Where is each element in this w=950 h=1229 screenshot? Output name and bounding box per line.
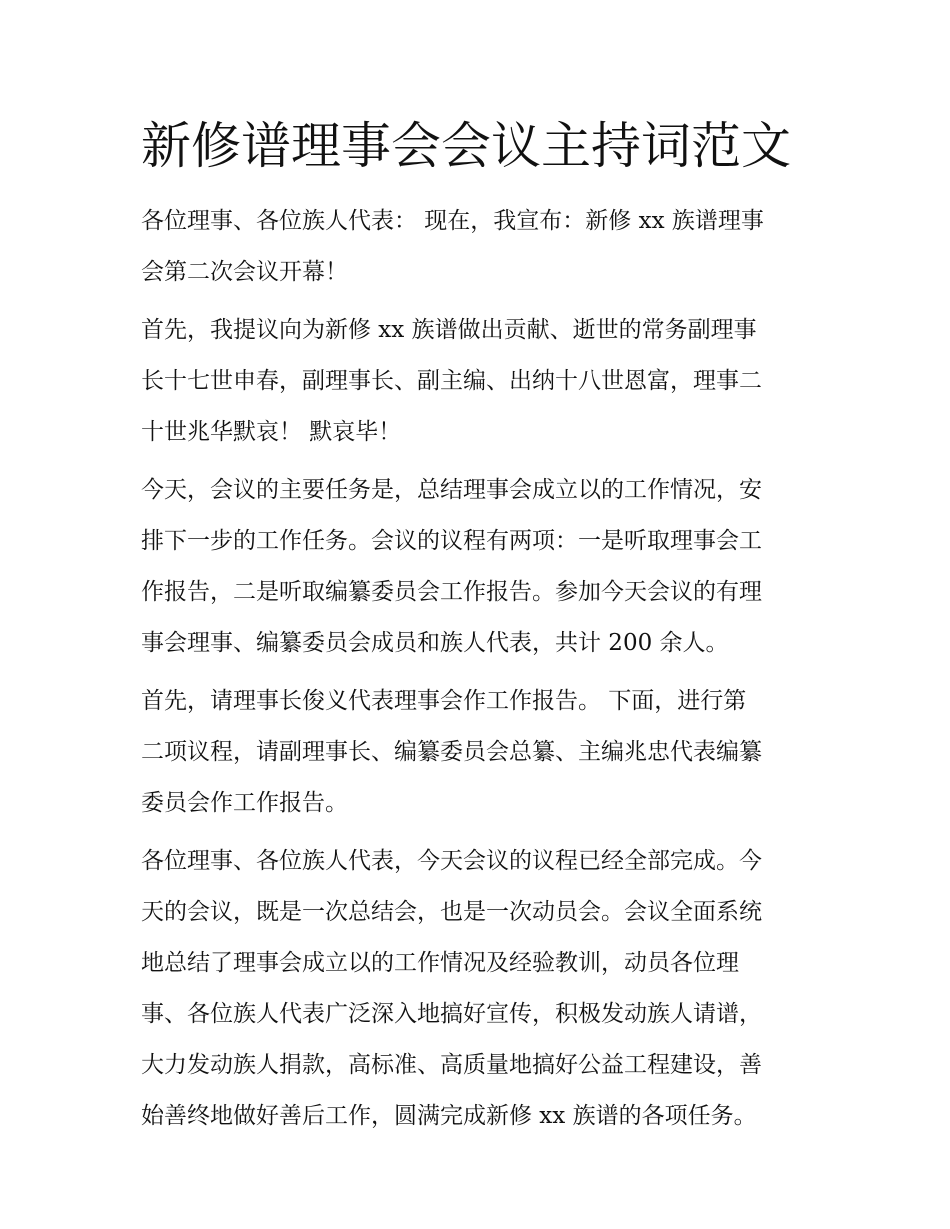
paragraph-line: 首先，请理事长俊义代表理事会作工作报告。 下面，进行第 <box>141 688 747 714</box>
paragraph-reports <box>141 676 831 829</box>
paragraph-line: 事、各位族人代表广泛深入地搞好宣传，积极发动族人请谱， <box>141 1001 762 1027</box>
paragraph-opening <box>141 196 831 298</box>
paragraph-silence <box>141 305 831 458</box>
paragraph-line: 会第二次会议开幕！ <box>141 259 348 285</box>
paragraph-closing <box>141 836 831 1142</box>
paragraph-line: 二项议程，请副理事长、编纂委员会总纂、主编兆忠代表编纂 <box>141 739 762 765</box>
paragraph-line: 首先，我提议向为新修 xx 族谱做出贡献、逝世的常务副理事 <box>141 317 757 343</box>
paragraph-line: 事会理事、编纂委员会成员和族人代表，共计 200 余人。 <box>141 630 729 656</box>
paragraph-line: 天的会议，既是一次总结会，也是一次动员会。会议全面系统 <box>141 899 762 925</box>
paragraph-line: 地总结了理事会成立以的工作情况及经验教训，动员各位理 <box>141 950 739 976</box>
paragraph-line: 今天，会议的主要任务是，总结理事会成立以的工作情况，安 <box>141 477 762 503</box>
paragraph-line: 大力发动族人捐款，高标准、高质量地搞好公益工程建设，善 <box>141 1052 762 1078</box>
paragraph-agenda <box>141 465 831 669</box>
paragraph-line: 十世兆华默哀！ 默哀毕！ <box>141 419 402 445</box>
document-body <box>141 196 831 1149</box>
paragraph-line: 长十七世申春，副理事长、副主编、出纳十八世恩富，理事二 <box>141 368 762 394</box>
paragraph-line: 各位理事、各位族人代表： 现在，我宣布：新修 xx 族谱理事 <box>141 208 764 234</box>
paragraph-line: 排下一步的工作任务。会议的议程有两项：一是听取理事会工 <box>141 528 762 554</box>
document-title: 新修谱理事会会议主持词范文 <box>141 117 791 175</box>
paragraph-line: 始善终地做好善后工作，圆满完成新修 xx 族谱的各项任务。 <box>141 1103 757 1129</box>
paragraph-line: 作报告，二是听取编纂委员会工作报告。参加今天会议的有理 <box>141 579 762 605</box>
paragraph-line: 委员会作工作报告。 <box>141 790 348 816</box>
paragraph-line: 各位理事、各位族人代表，今天会议的议程已经全部完成。今 <box>141 848 762 874</box>
